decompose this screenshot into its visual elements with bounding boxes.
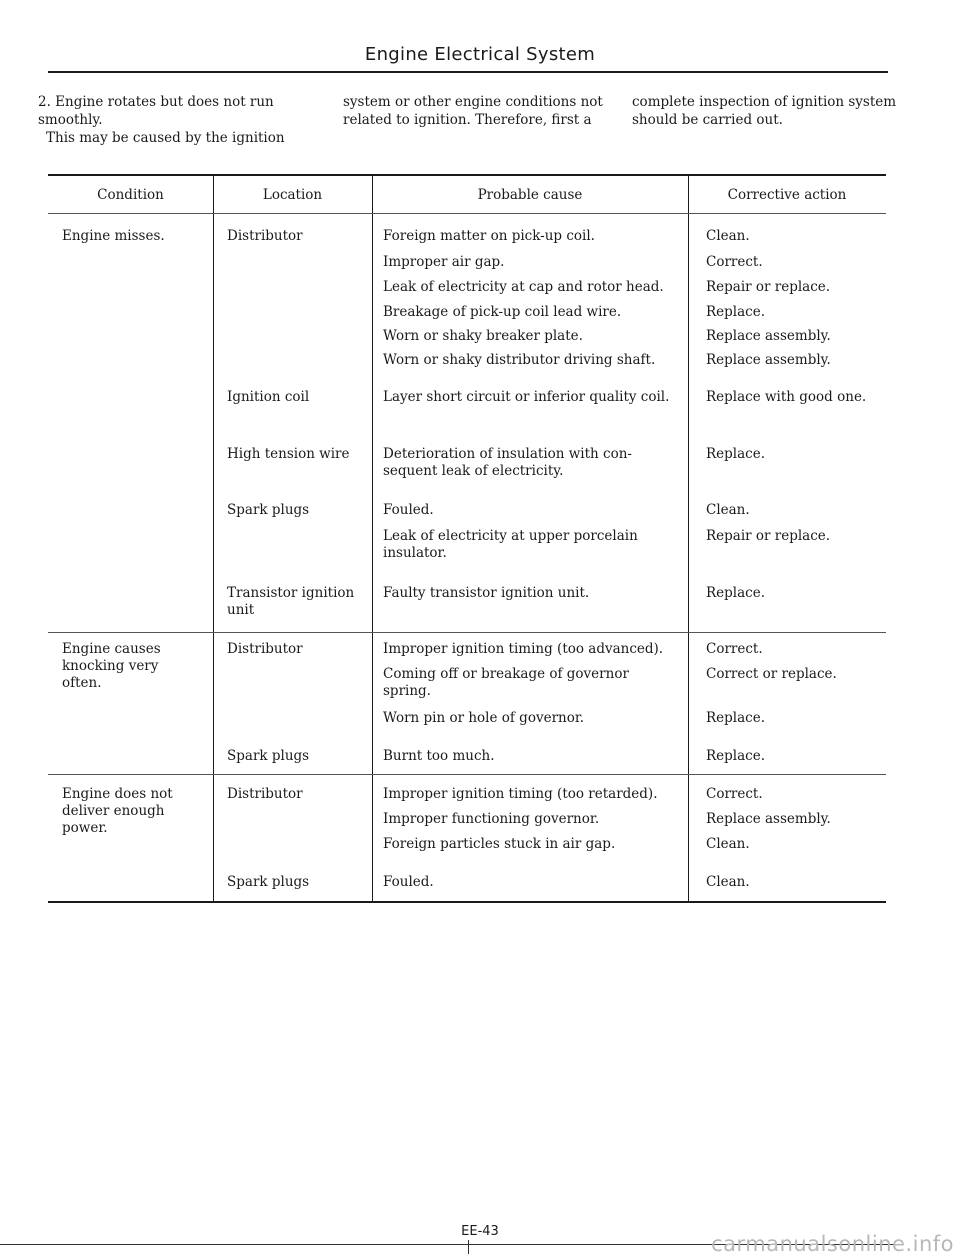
action-cell: Repair or replace.: [706, 279, 831, 295]
cause-cell: Worn pin or hole of governor.: [383, 710, 585, 726]
page-number: EE-43: [461, 1224, 499, 1239]
header-probable-cause: Probable cause: [477, 187, 583, 203]
action-cell: Clean.: [706, 502, 750, 518]
intro-paragraph: This may be caused by the ignition: [46, 130, 285, 146]
action-cell: Clean.: [706, 836, 750, 852]
cause-cell: Improper air gap.: [383, 254, 505, 270]
condition-cell: Engine causes knocking very often.: [62, 641, 161, 691]
header-condition: Condition: [97, 187, 164, 203]
column-divider: [213, 175, 214, 902]
cause-cell: Layer short circuit or inferior quality coil.: [383, 389, 670, 405]
location-cell: Spark plugs: [227, 874, 310, 890]
column-divider: [688, 175, 689, 902]
intro-paragraph: 2. Engine rotates but does not run smoothly.: [38, 94, 274, 128]
action-cell: Correct.: [706, 786, 763, 802]
action-cell: Correct or replace.: [706, 666, 837, 682]
location-cell: Spark plugs: [227, 502, 310, 518]
cause-cell: Leak of electricity at upper porcelain insulator.: [383, 528, 638, 561]
action-cell: Repair or replace.: [706, 528, 831, 544]
footer-tick: [468, 1240, 469, 1254]
cause-cell: Breakage of pick-up coil lead wire.: [383, 304, 622, 320]
action-cell: Replace assembly.: [706, 328, 831, 344]
cause-cell: Faulty transistor ignition unit.: [383, 585, 590, 601]
cause-cell: Coming off or breakage of governor spring.: [383, 666, 629, 699]
table-top-rule: [48, 174, 886, 176]
action-cell: Replace.: [706, 446, 766, 462]
action-cell: Replace.: [706, 304, 766, 320]
intro-paragraph: complete inspection of ignition system should be carried out.: [632, 94, 897, 128]
condition-cell: Engine misses.: [62, 228, 165, 244]
group-divider: [48, 774, 886, 775]
action-cell: Correct.: [706, 254, 763, 270]
location-cell: High tension wire: [227, 446, 350, 462]
cause-cell: Burnt too much.: [383, 748, 495, 764]
cause-cell: Improper functioning governor.: [383, 811, 600, 827]
action-cell: Replace with good one.: [706, 389, 867, 405]
action-cell: Replace assembly.: [706, 811, 831, 827]
intro-paragraph: system or other engine conditions not related to ignition. Therefore, first a: [343, 94, 603, 128]
location-cell: Transistor ignition unit: [227, 585, 355, 618]
action-cell: Replace.: [706, 585, 766, 601]
intro-column-1: [38, 93, 323, 147]
page-title: Engine Electrical System: [364, 44, 596, 65]
cause-cell: Leak of electricity at cap and rotor head.: [383, 279, 664, 295]
cause-cell: Worn or shaky breaker plate.: [383, 328, 583, 344]
location-cell: Ignition coil: [227, 389, 310, 405]
action-cell: Clean.: [706, 874, 750, 890]
cause-cell: Foreign matter on pick-up coil.: [383, 228, 595, 244]
cause-cell: Deterioration of insulation with con- sequent leak of electricity.: [383, 446, 632, 479]
table-bottom-rule: [48, 901, 886, 903]
cause-cell: Improper ignition timing (too advanced).: [383, 641, 664, 657]
column-divider: [372, 175, 373, 902]
action-cell: Replace assembly.: [706, 352, 831, 368]
action-cell: Clean.: [706, 228, 750, 244]
cause-cell: Fouled.: [383, 874, 434, 890]
cause-cell: Worn or shaky distributor driving shaft.: [383, 352, 656, 368]
condition-cell: Engine does not deliver enough power.: [62, 786, 173, 836]
cause-cell: Foreign particles stuck in air gap.: [383, 836, 616, 852]
header-corrective-action: Corrective action: [727, 187, 847, 203]
header-location: Location: [262, 187, 323, 203]
group-divider: [48, 632, 886, 633]
intro-column-2: [343, 93, 618, 129]
location-cell: Distributor: [227, 786, 303, 802]
location-cell: Spark plugs: [227, 748, 310, 764]
watermark: carmanualsonline.info: [711, 1232, 954, 1256]
cause-cell: Improper ignition timing (too retarded).: [383, 786, 658, 802]
action-cell: Replace.: [706, 748, 766, 764]
header-underline: [48, 213, 886, 214]
action-cell: Correct.: [706, 641, 763, 657]
location-cell: Distributor: [227, 641, 303, 657]
header-rule: [48, 71, 888, 73]
cause-cell: Fouled.: [383, 502, 434, 518]
action-cell: Replace.: [706, 710, 766, 726]
intro-column-3: [632, 93, 902, 129]
location-cell: Distributor: [227, 228, 303, 244]
